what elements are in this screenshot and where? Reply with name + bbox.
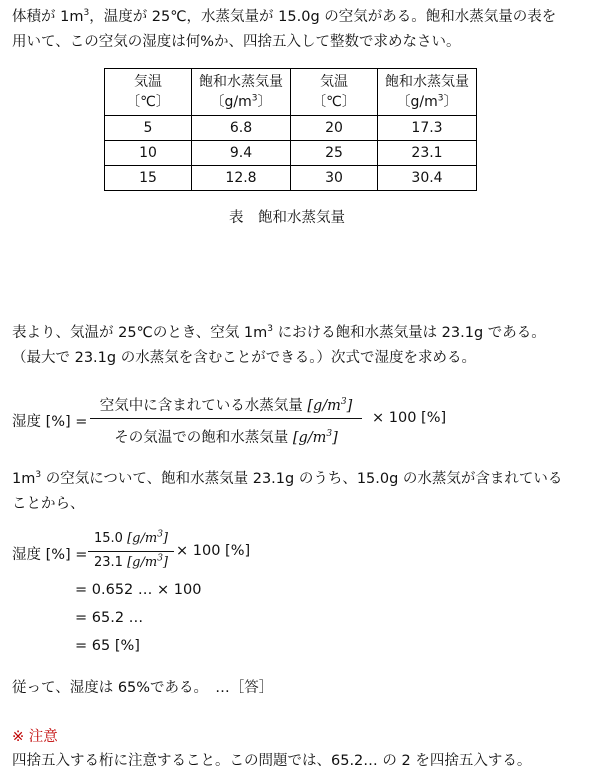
calc-step-1: = 0.652 … × 100 xyxy=(75,582,202,598)
unit-text: [g/m xyxy=(292,430,327,446)
solution-line-3 xyxy=(12,468,562,490)
header-sat-cell xyxy=(378,69,477,116)
header-temp-unit: 〔℃〕 xyxy=(126,94,170,110)
formula-lhs: 湿度 [%] = xyxy=(12,414,88,430)
calc-denominator xyxy=(88,555,174,570)
unit-text: 〔g/m xyxy=(396,94,438,110)
question-text-b: ，温度が 25℃，水蒸気量が 15.0g の空気がある。飽和水蒸気量の表を xyxy=(89,9,557,25)
solution-line-4: ことから、 xyxy=(12,496,85,512)
table-header-row xyxy=(105,69,477,116)
question-text-a: 体積が 1m xyxy=(12,9,84,25)
denominator-value: 23.1 xyxy=(94,555,128,570)
calc-numerator xyxy=(88,531,174,546)
superscript: 3 xyxy=(326,429,333,440)
unit-text: 〕 xyxy=(257,94,272,110)
header-sat-cell xyxy=(192,69,291,116)
unit xyxy=(293,430,338,446)
superscript: 3 xyxy=(157,529,163,540)
unit-text: ] xyxy=(162,555,168,570)
unit xyxy=(307,398,352,414)
unit-text: 〔g/m xyxy=(210,94,252,110)
formula-rhs: × 100 [%] xyxy=(372,410,447,426)
solution-text-b: における飽和水蒸気量は 23.1g である。 xyxy=(272,325,546,341)
question-line-2: 用いて、この空気の湿度は何%か、四捨五入して整数で求めなさい。 xyxy=(12,34,461,50)
question-line-1 xyxy=(12,6,556,28)
unit-text: [g/m xyxy=(307,398,341,414)
superscript: 3 xyxy=(437,93,444,104)
unit-text: ] xyxy=(346,398,353,414)
unit-text: [g/m xyxy=(127,531,158,546)
header-temp-label: 気温 xyxy=(134,74,162,90)
table-row xyxy=(105,141,477,166)
denominator-text: その気温での飽和水蒸気量 xyxy=(114,430,293,446)
header-sat-unit xyxy=(192,92,290,112)
superscript: 3 xyxy=(83,8,90,19)
numerator-value: 15.0 xyxy=(94,531,128,546)
superscript: 3 xyxy=(267,324,273,335)
note-body: 四捨五入する桁に注意すること。この問題では、65.2… の 2 を四捨五入する。 xyxy=(12,753,532,769)
calc-rhs: × 100 [%] xyxy=(176,543,251,559)
superscript: 3 xyxy=(157,553,163,564)
calc-lhs: 湿度 [%] = xyxy=(12,547,88,563)
note-heading: ※ 注意 xyxy=(12,729,58,745)
header-temp-label: 気温 xyxy=(320,74,348,90)
unit-text: 〕 xyxy=(443,94,458,110)
temp-cell: 20 xyxy=(291,116,378,141)
superscript: 3 xyxy=(340,397,347,408)
formula-numerator xyxy=(90,394,362,415)
solution-text-a: 表より、気温が 25℃のとき、空気 1m xyxy=(12,325,268,341)
header-temp-unit: 〔℃〕 xyxy=(312,94,356,110)
formula-denominator xyxy=(90,426,362,447)
calc-step-3: = 65 [%] xyxy=(75,638,140,654)
sat-cell: 9.4 xyxy=(192,141,291,166)
numerator-text: 空気中に含まれている水蒸気量 xyxy=(99,398,308,414)
sat-cell: 17.3 xyxy=(378,116,477,141)
header-sat-unit xyxy=(378,92,476,112)
solution-line-2: （最大で 23.1g の水蒸気を含むことができる。）次式で湿度を求める。 xyxy=(12,350,476,366)
calc-step-2: = 65.2 … xyxy=(75,610,144,626)
unit-text: ] xyxy=(332,430,338,446)
unit-text: [g/m xyxy=(127,555,158,570)
header-temp-cell xyxy=(105,69,192,116)
table-row xyxy=(105,166,477,191)
sat-cell: 12.8 xyxy=(192,166,291,191)
sat-cell: 23.1 xyxy=(378,141,477,166)
header-sat-label: 飽和水蒸気量 xyxy=(385,74,469,90)
saturation-table xyxy=(104,68,477,191)
solution-text-a: 1m xyxy=(12,471,36,487)
unit-text: ] xyxy=(162,531,168,546)
header-temp-cell xyxy=(291,69,378,116)
sat-cell: 30.4 xyxy=(378,166,477,191)
temp-cell: 15 xyxy=(105,166,192,191)
fraction-bar xyxy=(90,418,362,419)
header-sat-label: 飽和水蒸気量 xyxy=(199,74,283,90)
table-row xyxy=(105,116,477,141)
solution-line-1 xyxy=(12,322,546,344)
answer-line: 従って、湿度は 65%である。 …［答］ xyxy=(12,680,274,696)
solution-text-b: の空気について、飽和水蒸気量 23.1g のうち、15.0g の水蒸気が含まれている xyxy=(41,471,563,487)
unit xyxy=(127,531,168,546)
temp-cell: 25 xyxy=(291,141,378,166)
superscript: 3 xyxy=(35,470,42,481)
table-caption: 表 飽和水蒸気量 xyxy=(229,210,345,226)
sat-cell: 6.8 xyxy=(192,116,291,141)
superscript: 3 xyxy=(251,93,258,104)
unit xyxy=(127,555,168,570)
temp-cell: 30 xyxy=(291,166,378,191)
temp-cell: 10 xyxy=(105,141,192,166)
fraction-bar xyxy=(88,551,174,552)
temp-cell: 5 xyxy=(105,116,192,141)
